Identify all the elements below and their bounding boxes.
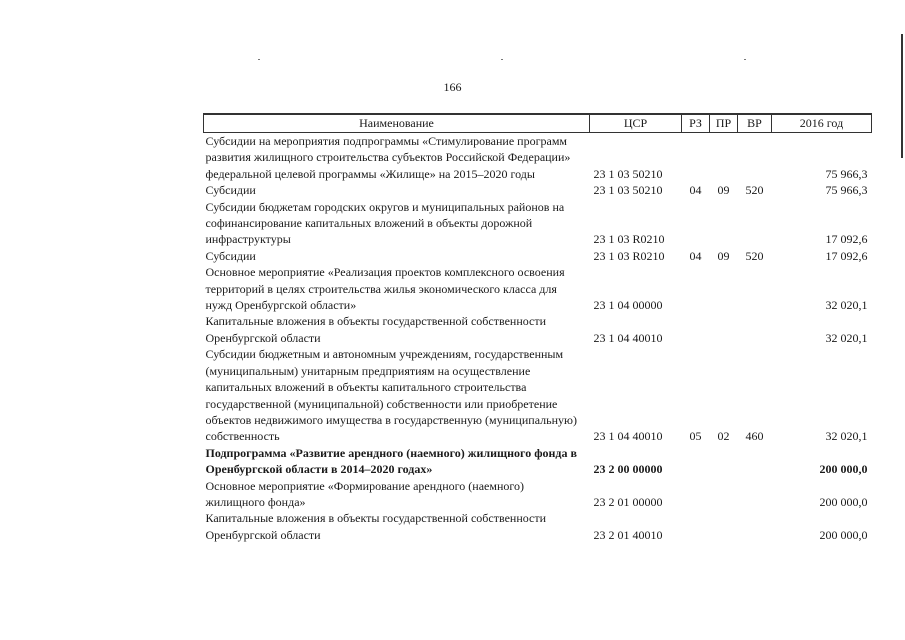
row-csr: 23 1 04 00000	[593, 298, 663, 313]
row-rz	[682, 264, 710, 313]
row-pr	[710, 445, 738, 478]
table-row	[204, 133, 872, 183]
header-csr: ЦСР	[590, 114, 682, 133]
table-header	[204, 114, 872, 133]
row-name: Капитальные вложения в объекты государственной собственности Оренбургской области	[205, 314, 547, 345]
row-amount: 200 000,0	[819, 462, 868, 477]
row-rz	[682, 478, 710, 511]
table-row	[204, 264, 872, 313]
row-csr: 23 1 03 50210	[593, 166, 663, 181]
header-rz: РЗ	[682, 114, 710, 133]
row-name: Основное мероприятие «Формирование арендного (наемного) жилищного фонда»	[205, 478, 524, 509]
row-rz	[682, 313, 710, 346]
row-vr	[738, 478, 772, 511]
row-rz: 04	[689, 183, 702, 198]
row-name: Субсидии бюджетным и автономным учреждениям, государственным (муниципальным) унитарным предприятиям на осуществление капитальных вложений в объекты капитального строительства государственной (муниципальной) собственности или приобретение объектов недвижимого имущества в государственную (муниципальную) собственность	[205, 347, 577, 444]
header-name: Наименование	[204, 114, 590, 133]
row-amount: 17 092,6	[825, 232, 868, 247]
row-pr	[710, 510, 738, 543]
row-csr: 23 2 01 40010	[593, 527, 663, 542]
row-rz: 05	[689, 429, 702, 444]
row-name: Субсидии	[205, 183, 256, 198]
scan-edge	[901, 34, 903, 158]
row-name: Субсидии	[205, 248, 256, 263]
table-row	[204, 199, 872, 248]
row-amount: 75 966,3	[825, 166, 868, 181]
row-pr	[710, 199, 738, 248]
row-csr: 23 1 03 50210	[593, 183, 663, 198]
row-amount: 200 000,0	[819, 494, 868, 509]
row-vr	[738, 510, 772, 543]
row-csr: 23 1 03 R0210	[593, 232, 665, 247]
row-name: Подпрограмма «Развитие арендного (наемного) жилищного фонда в Оренбургской области в 2014–2020 годах»	[205, 445, 577, 477]
row-rz	[682, 510, 710, 543]
row-amount: 32 020,1	[825, 429, 868, 444]
row-vr	[738, 313, 772, 346]
row-rz	[682, 199, 710, 248]
row-pr	[710, 133, 738, 183]
row-vr	[738, 445, 772, 478]
table-row	[204, 445, 872, 478]
header-pr: ПР	[710, 114, 738, 133]
table-row	[204, 510, 872, 543]
row-rz: 04	[689, 248, 702, 263]
row-vr	[738, 133, 772, 183]
row-amount: 75 966,3	[825, 183, 868, 198]
row-rz	[682, 133, 710, 183]
table-row	[204, 313, 872, 346]
row-csr: 23 1 04 40010	[593, 429, 663, 444]
table-row	[204, 182, 872, 198]
row-amount: 32 020,1	[825, 330, 868, 345]
table-row	[204, 346, 872, 444]
row-pr: 09	[717, 183, 730, 198]
row-amount: 17 092,6	[825, 248, 868, 263]
row-amount: 200 000,0	[819, 527, 868, 542]
scan-speck	[501, 59, 503, 60]
row-name: Субсидии на мероприятия подпрограммы «Стимулирование программ развития жилищного строительства субъектов Российской Федерации» федеральной целевой программы «Жилище» на 2015–2020 годы	[205, 134, 571, 181]
table-body	[204, 133, 872, 544]
row-csr: 23 1 03 R0210	[593, 248, 665, 263]
header-vr: ВР	[738, 114, 772, 133]
row-name: Капитальные вложения в объекты государственной собственности Оренбургской области	[205, 511, 547, 542]
row-csr: 23 2 00 00000	[593, 462, 663, 477]
row-vr: 520	[745, 183, 764, 198]
header-year: 2016 год	[772, 114, 872, 133]
row-pr	[710, 264, 738, 313]
row-csr: 23 2 01 00000	[593, 494, 663, 509]
scan-speck	[258, 59, 260, 60]
row-vr	[738, 199, 772, 248]
row-vr	[738, 264, 772, 313]
row-rz	[682, 445, 710, 478]
row-amount: 32 020,1	[825, 298, 868, 313]
row-vr: 520	[745, 248, 764, 263]
row-pr	[710, 313, 738, 346]
page-number: 166	[443, 80, 462, 94]
budget-table	[203, 113, 871, 543]
row-name: Основное мероприятие «Реализация проектов комплексного освоения территорий в целях строительства жилья экономического класса для нужд Оренбургской области»	[205, 265, 565, 313]
scan-speck	[744, 59, 746, 60]
row-vr: 460	[745, 429, 764, 444]
table-row	[204, 478, 872, 511]
row-pr: 02	[717, 429, 730, 444]
row-name: Субсидии бюджетам городских округов и муниципальных районов на софинансирование капитальных вложений в объекты дорожной инфраструктуры	[205, 199, 565, 247]
row-pr: 09	[717, 248, 730, 263]
row-pr	[710, 478, 738, 511]
table-row	[204, 248, 872, 264]
row-csr: 23 1 04 40010	[593, 330, 663, 345]
